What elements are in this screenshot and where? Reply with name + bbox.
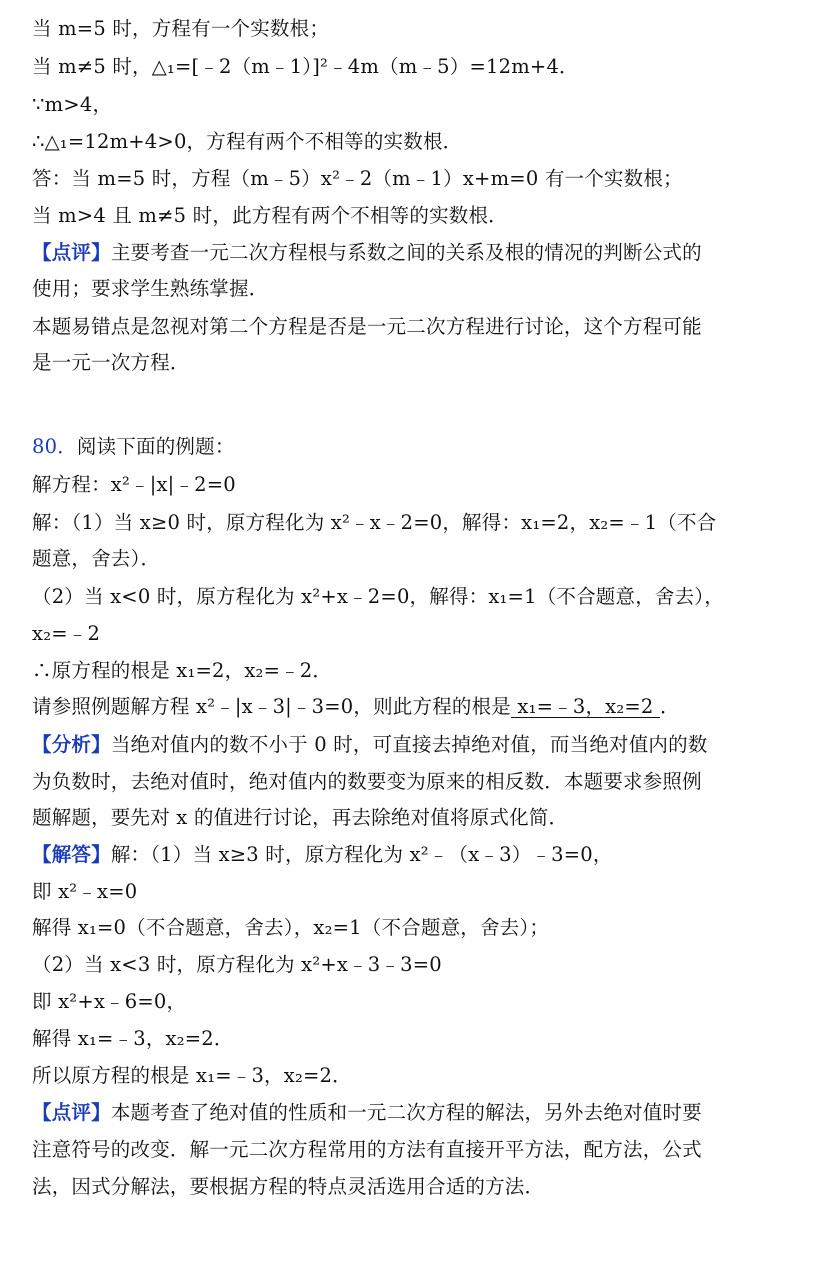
text-line: 即 x²﹣x=0 — [32, 880, 138, 903]
text-line: 当 m=5 时，方程有一个实数根； — [32, 17, 330, 40]
text-line: 当 m≠5 时，△₁=[﹣2（m﹣1）]²﹣4m（m﹣5）=12m+4． — [32, 55, 579, 78]
question-line — [32, 692, 815, 722]
text-line: 本题易错点是忽视对第二个方程是否是一元二次方程进行讨论，这个方程可能 — [32, 315, 702, 338]
text-line: 注意符号的改变．解一元二次方程常用的方法有直接开平方法，配方法，公式 — [32, 1138, 702, 1161]
text-line: 当 m>4 且 m≠5 时，此方程有两个不相等的实数根． — [32, 204, 508, 227]
comment-text: 本题考查了绝对值的性质和一元二次方程的解法，另外去绝对值时要 — [110, 1101, 702, 1124]
text-line: （2）当 x<0 时，原方程化为 x²+x﹣2=0，解得：x₁=1（不合题意，舍去）， — [32, 585, 724, 608]
analysis-paragraph — [32, 730, 815, 760]
text-line: 解：（1）当 x≥0 时，原方程化为 x²﹣x﹣2=0，解得：x₁=2，x₂=﹣1（不合 — [32, 511, 717, 534]
text-line: 法，因式分解法，要根据方程的特点灵活选用合适的方法． — [32, 1175, 545, 1198]
text-line: 题解题，要先对 x 的值进行讨论，再去除绝对值将原式化简． — [32, 806, 569, 829]
text-line: ∴原方程的根是 x₁=2，x₂=﹣2． — [32, 659, 333, 682]
text-line: 为负数时，去绝对值时，绝对值内的数要变为原来的相反数．本题要求参照例 — [32, 770, 702, 793]
comment-paragraph — [32, 1098, 815, 1128]
text-line: 解方程：x²﹣|x|﹣2=0 — [32, 473, 236, 496]
text-line: 答：当 m=5 时，方程（m﹣5）x²﹣2（m﹣1）x+m=0 有一个实数根； — [32, 167, 683, 190]
answer-text: 解：（1）当 x≥3 时，原方程化为 x²﹣（x﹣3）﹣3=0， — [110, 843, 613, 866]
comment-tag: 【点评】 — [32, 241, 111, 264]
text-line: （2）当 x<3 时，原方程化为 x²+x﹣3﹣3=0 — [32, 953, 442, 976]
text-line: 题意，舍去）． — [32, 547, 161, 570]
text-line: ∵m>4， — [32, 93, 113, 116]
problem-heading — [32, 432, 815, 462]
text-line: 解得 x₁=0（不合题意，舍去），x₂=1（不合题意，舍去）； — [32, 916, 550, 939]
answer-tag: 【解答】 — [32, 843, 111, 866]
text-line: 使用；要求学生熟练掌握． — [32, 277, 269, 300]
text-line: 是一元一次方程． — [32, 351, 190, 374]
analysis-tag: 【分析】 — [32, 733, 111, 756]
comment-tag: 【点评】 — [32, 1101, 111, 1124]
comment-text: 主要考查一元二次方程根与系数之间的关系及根的情况的判断公式的 — [110, 241, 702, 264]
text-line: 所以原方程的根是 x₁=﹣3，x₂=2． — [32, 1064, 352, 1087]
problem-heading-text: 阅读下面的例题： — [76, 435, 235, 458]
comment-paragraph — [32, 238, 815, 268]
text-line: ∴△₁=12m+4>0，方程有两个不相等的实数根． — [32, 130, 463, 153]
question-text: 请参照例题解方程 x²﹣|x﹣3|﹣3=0，则此方程的根是 — [32, 695, 512, 718]
analysis-text: 当绝对值内的数不小于 0 时，可直接去掉绝对值，而当绝对值内的数 — [110, 733, 708, 756]
question-end: ． — [659, 695, 680, 718]
problem-number: 80． — [32, 435, 77, 458]
text-line: 即 x²+x﹣6=0， — [32, 990, 187, 1013]
answer-blank: x₁=﹣3，x₂=2 — [511, 695, 660, 718]
text-line: 解得 x₁=﹣3，x₂=2． — [32, 1027, 234, 1050]
text-line: x₂=﹣2 — [32, 622, 101, 645]
answer-paragraph — [32, 840, 815, 870]
